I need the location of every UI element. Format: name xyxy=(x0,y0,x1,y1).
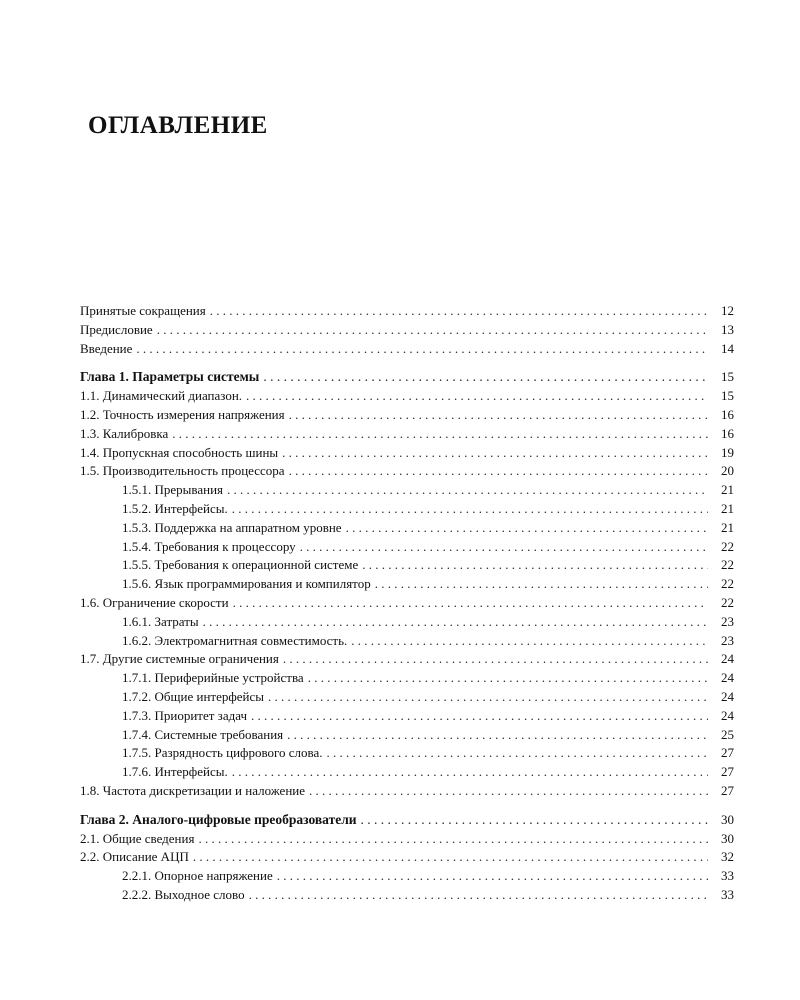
toc-entry[interactable] xyxy=(80,650,734,669)
toc-subentry[interactable] xyxy=(80,669,734,688)
toc-entry-label: 1.5.2. Интерфейсы. xyxy=(122,500,228,516)
toc-entry-page: 24 xyxy=(721,707,734,723)
toc-entry[interactable] xyxy=(80,406,734,425)
dot-leader xyxy=(282,444,708,462)
table-of-contents xyxy=(80,302,734,905)
toc-entry-page: 19 xyxy=(721,444,734,460)
toc-entry-page: 21 xyxy=(721,482,734,498)
toc-entry-page: 24 xyxy=(721,670,734,686)
dot-leader xyxy=(289,462,708,480)
toc-entry-page: 27 xyxy=(721,745,734,761)
dot-leader xyxy=(361,811,708,829)
toc-entry-page: 33 xyxy=(721,868,734,884)
toc-subentry[interactable] xyxy=(80,538,734,557)
dot-leader xyxy=(362,556,708,574)
toc-entry-label: 1.3. Калибровка xyxy=(80,425,169,441)
toc-entry-page: 30 xyxy=(721,830,734,846)
toc-entry-page: 13 xyxy=(721,321,734,337)
dot-leader xyxy=(249,886,708,904)
toc-subentry[interactable] xyxy=(80,688,734,707)
toc-entry-page: 22 xyxy=(721,557,734,573)
toc-subentry[interactable] xyxy=(80,886,734,905)
toc-entry-label: 1.7. Другие системные ограничения xyxy=(80,651,279,667)
toc-entry-label: 1.7.4. Системные требования xyxy=(122,726,284,742)
toc-entry-label: 1.1. Динамический диапазон. xyxy=(80,388,243,404)
toc-entry-page: 21 xyxy=(721,500,734,516)
dot-leader xyxy=(203,613,708,631)
toc-chapter-label: Глава 2. Аналого-цифровые преобразователи xyxy=(80,811,357,827)
toc-entry-label: 1.2. Точность измерения напряжения xyxy=(80,406,285,422)
toc-subentry[interactable] xyxy=(80,556,734,575)
toc-subentry[interactable] xyxy=(80,707,734,726)
toc-chapter-page: 15 xyxy=(721,369,734,385)
toc-entry-label: 1.5. Производительность процессора xyxy=(80,463,285,479)
toc-entry[interactable] xyxy=(80,782,734,801)
toc-entry-page: 16 xyxy=(721,406,734,422)
toc-entry-page: 24 xyxy=(721,688,734,704)
dot-leader xyxy=(263,368,708,386)
toc-entry-page: 20 xyxy=(721,463,734,479)
toc-entry-label: 1.6.2. Электромагнитная совместимость. xyxy=(122,632,348,648)
dot-leader xyxy=(198,830,708,848)
toc-chapter-1[interactable] xyxy=(80,368,734,387)
dot-leader xyxy=(375,575,708,593)
toc-entry-label: Предисловие xyxy=(80,321,153,337)
toc-entry-page: 16 xyxy=(721,425,734,441)
dot-leader xyxy=(283,650,708,668)
toc-entry-label: 1.8. Частота дискретизации и наложение xyxy=(80,782,306,798)
toc-entry-page: 22 xyxy=(721,594,734,610)
toc-subentry[interactable] xyxy=(80,500,734,519)
dot-leader xyxy=(277,867,708,885)
toc-entry-label: 1.5.3. Поддержка на аппаратном уровне xyxy=(122,519,342,535)
toc-chapter-2[interactable] xyxy=(80,811,734,830)
toc-entry-page: 33 xyxy=(721,886,734,902)
toc-entry[interactable] xyxy=(80,848,734,867)
dot-leader xyxy=(346,519,708,537)
toc-entry-page: 27 xyxy=(721,782,734,798)
toc-entry[interactable] xyxy=(80,425,734,444)
toc-entry-label: 1.7.2. Общие интерфейсы xyxy=(122,688,265,704)
toc-entry-label: 1.7.6. Интерфейсы. xyxy=(122,764,228,780)
toc-subentry[interactable] xyxy=(80,519,734,538)
toc-entry[interactable] xyxy=(80,387,734,406)
toc-subentry[interactable] xyxy=(80,632,734,651)
toc-entry-label: 1.6.1. Затраты xyxy=(122,613,199,629)
toc-entry-label: 2.1. Общие сведения xyxy=(80,830,195,846)
toc-subentry[interactable] xyxy=(80,613,734,632)
toc-subentry[interactable] xyxy=(80,481,734,500)
dot-leader xyxy=(327,744,708,762)
toc-entry-introduction[interactable] xyxy=(80,340,734,359)
toc-subentry[interactable] xyxy=(80,763,734,782)
toc-entry-page: 24 xyxy=(721,651,734,667)
toc-entry-page: 22 xyxy=(721,538,734,554)
dot-leader xyxy=(351,632,708,650)
dot-leader xyxy=(136,340,708,358)
toc-entry-label: 2.2.1. Опорное напряжение xyxy=(122,868,273,884)
dot-leader xyxy=(233,594,708,612)
toc-subentry[interactable] xyxy=(80,744,734,763)
toc-entry-label: 1.7.1. Периферийные устройства xyxy=(122,670,304,686)
toc-subentry[interactable] xyxy=(80,867,734,886)
toc-entry-label: 1.5.5. Требования к операционной системе xyxy=(122,557,359,573)
dot-leader xyxy=(193,848,708,866)
toc-entry-label: 2.2. Описание АЦП xyxy=(80,849,189,865)
dot-leader xyxy=(268,688,708,706)
toc-entry-page: 15 xyxy=(721,388,734,404)
toc-entry[interactable] xyxy=(80,594,734,613)
toc-entry-page: 23 xyxy=(721,632,734,648)
toc-chapter-label: Глава 1. Параметры системы xyxy=(80,369,260,385)
toc-entry-page: 32 xyxy=(721,849,734,865)
toc-entry-label: 2.2.2. Выходное слово xyxy=(122,886,245,902)
toc-entry-preface[interactable] xyxy=(80,321,734,340)
dot-leader xyxy=(210,302,708,320)
toc-entry[interactable] xyxy=(80,462,734,481)
dot-leader xyxy=(300,538,708,556)
toc-entry[interactable] xyxy=(80,444,734,463)
dot-leader xyxy=(309,782,708,800)
toc-entry-abbreviations[interactable] xyxy=(80,302,734,321)
toc-entry-page: 23 xyxy=(721,613,734,629)
toc-entry-label: Принятые сокращения xyxy=(80,303,206,318)
toc-entry-page: 27 xyxy=(721,764,734,780)
dot-leader xyxy=(251,707,708,725)
dot-leader xyxy=(172,425,708,443)
toc-entry-label: 1.5.6. Язык программирования и компилятор xyxy=(122,576,371,592)
toc-entry-label: 1.5.1. Прерывания xyxy=(122,482,224,498)
page-title: ОГЛАВЛЕНИЕ xyxy=(88,112,268,139)
toc-entry[interactable] xyxy=(80,830,734,849)
toc-entry-label: 1.7.3. Приоритет задач xyxy=(122,707,247,723)
dot-leader xyxy=(246,387,708,405)
toc-entry-label: 1.5.4. Требования к процессору xyxy=(122,538,296,554)
toc-entry-page: 25 xyxy=(721,726,734,742)
dot-leader xyxy=(289,406,708,424)
toc-subentry[interactable] xyxy=(80,726,734,745)
dot-leader xyxy=(227,481,708,499)
toc-entry-label: 1.6. Ограничение скорости xyxy=(80,594,229,610)
toc-chapter-page: 30 xyxy=(721,811,734,827)
toc-entry-label: 1.7.5. Разрядность цифрового слова. xyxy=(122,745,323,761)
toc-subentry[interactable] xyxy=(80,575,734,594)
dot-leader xyxy=(308,669,708,687)
toc-entry-page: 12 xyxy=(721,303,734,318)
dot-leader xyxy=(232,763,708,781)
toc-entry-page: 14 xyxy=(721,340,734,356)
toc-entry-page: 21 xyxy=(721,519,734,535)
toc-entry-label: 1.4. Пропускная способность шины xyxy=(80,444,279,460)
dot-leader xyxy=(287,726,708,744)
toc-entry-label: Введение xyxy=(80,340,133,356)
dot-leader xyxy=(157,321,708,339)
dot-leader xyxy=(232,500,708,518)
toc-entry-page: 22 xyxy=(721,576,734,592)
